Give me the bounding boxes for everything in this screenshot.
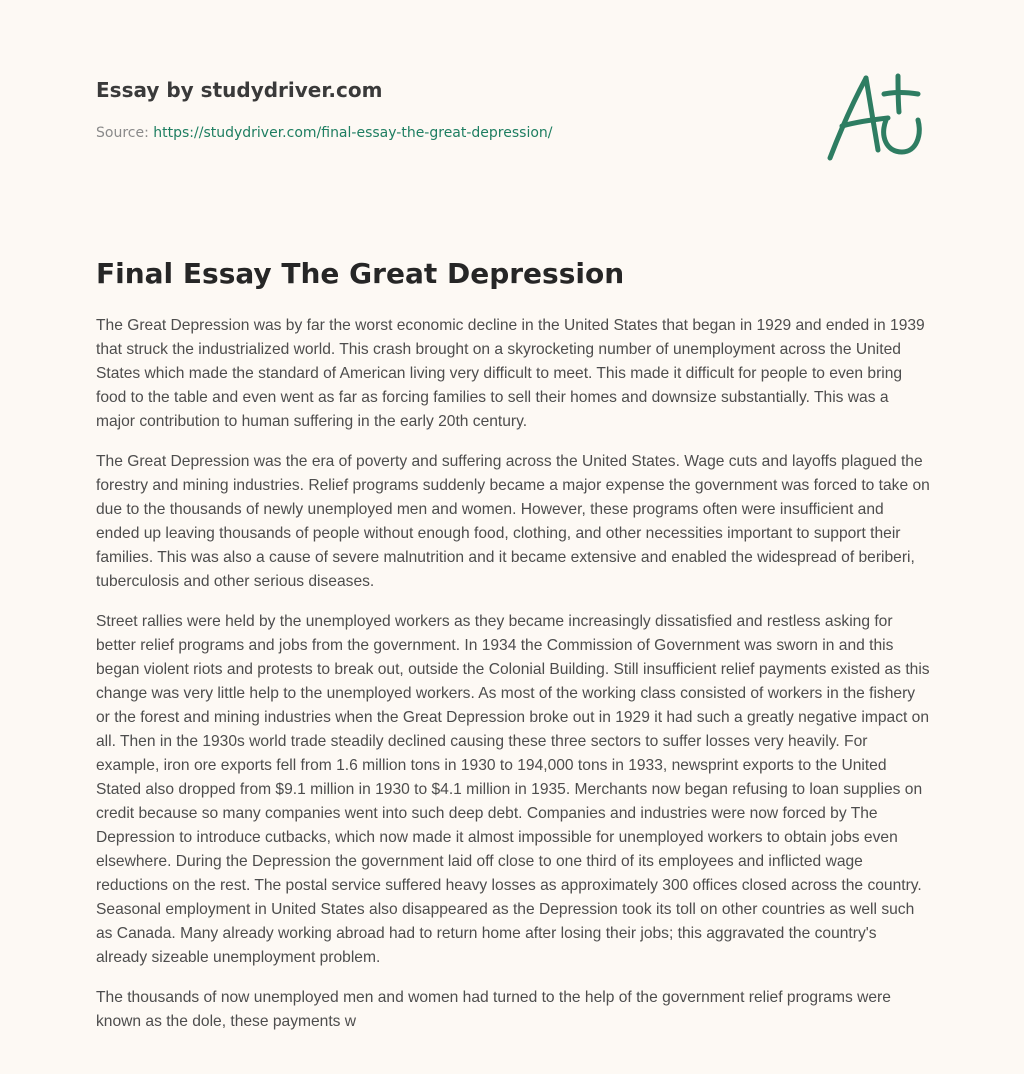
a-plus-logo-icon (822, 68, 928, 164)
source-line (96, 123, 796, 143)
page-header (96, 76, 796, 143)
article-paragraph: The Great Depression was the era of poverty and suffering across the United States. Wage cuts and layoffs plagued the forestry and mining industries. Relief programs suddenly became a major expense the government was forced to take on due to the thousands of newly unemployed men and women. However, these programs often were insufficient and ended up leaving thousands of people without enough food, clothing, and other necessities important to support their families. This was also a cause of severe malnutrition and it became extensive and enabled the widespread of beriberi, tuberculosis and other serious diseases. (96, 453, 930, 590)
source-label: Source: (96, 125, 149, 141)
article-title: Final Essay The Great Depression (96, 257, 625, 290)
source-link[interactable]: https://studydriver.com/final-essay-the-great-depression/ (153, 125, 553, 141)
site-brand: Essay by studydriver.com (96, 78, 383, 102)
article-paragraph: Street rallies were held by the unemployed workers as they became increasingly dissatisfied and restless asking for better relief programs and jobs from the government. In 1934 the Commission of Government was sworn in and this began violent riots and protests to break out, outside the Colonial Building. Still insufficient relief payments existed as this change was very little help to the unemployed workers. As most of the working class consisted of workers in the fishery or the forest and mining industries when the Great Depression broke out in 1929 it had such a greatly negative impact on all. Then in the 1930s world trade steadily declined causing these three sectors to suffer losses very heavily. For example, iron ore exports fell from 1.6 million tons in 1930 to 194,000 tons in 1933, newsprint exports to the United Stated also dropped from $9.1 million in 1930 to $4.1 million in 1935. Merchants now began refusing to loan supplies on credit because so many companies went into such deep debt. Companies and industries were now forced by The Depression to introduce cutbacks, which now made it almost impossible for unemployed workers to obtain jobs even elsewhere. During the Depression the government laid off close to one third of its employees and inflicted wage reductions on the rest. The postal service suffered heavy losses as approximately 300 offices closed across the country. Seasonal employment in United States also disappeared as the Depression took its toll on other countries as well such as Canada. Many already working abroad had to return home after losing their jobs; this aggravated the country's already sizeable unemployment problem. (96, 613, 930, 966)
article-body (96, 314, 930, 1050)
article-paragraph: The Great Depression was by far the worst economic decline in the United States that began in 1929 and ended in 1939 that struck the industrialized world. This crash brought on a skyrocketing number of unemployment across the United States which made the standard of American living very difficult to meet. This made it difficult for people to even bring food to the table and even went as far as forcing families to sell their homes and downsize substantially. This was a major contribution to human suffering in the early 20th century. (96, 317, 925, 430)
article-paragraph: The thousands of now unemployed men and women had turned to the help of the government relief programs were known as the dole, these payments w (96, 989, 891, 1030)
